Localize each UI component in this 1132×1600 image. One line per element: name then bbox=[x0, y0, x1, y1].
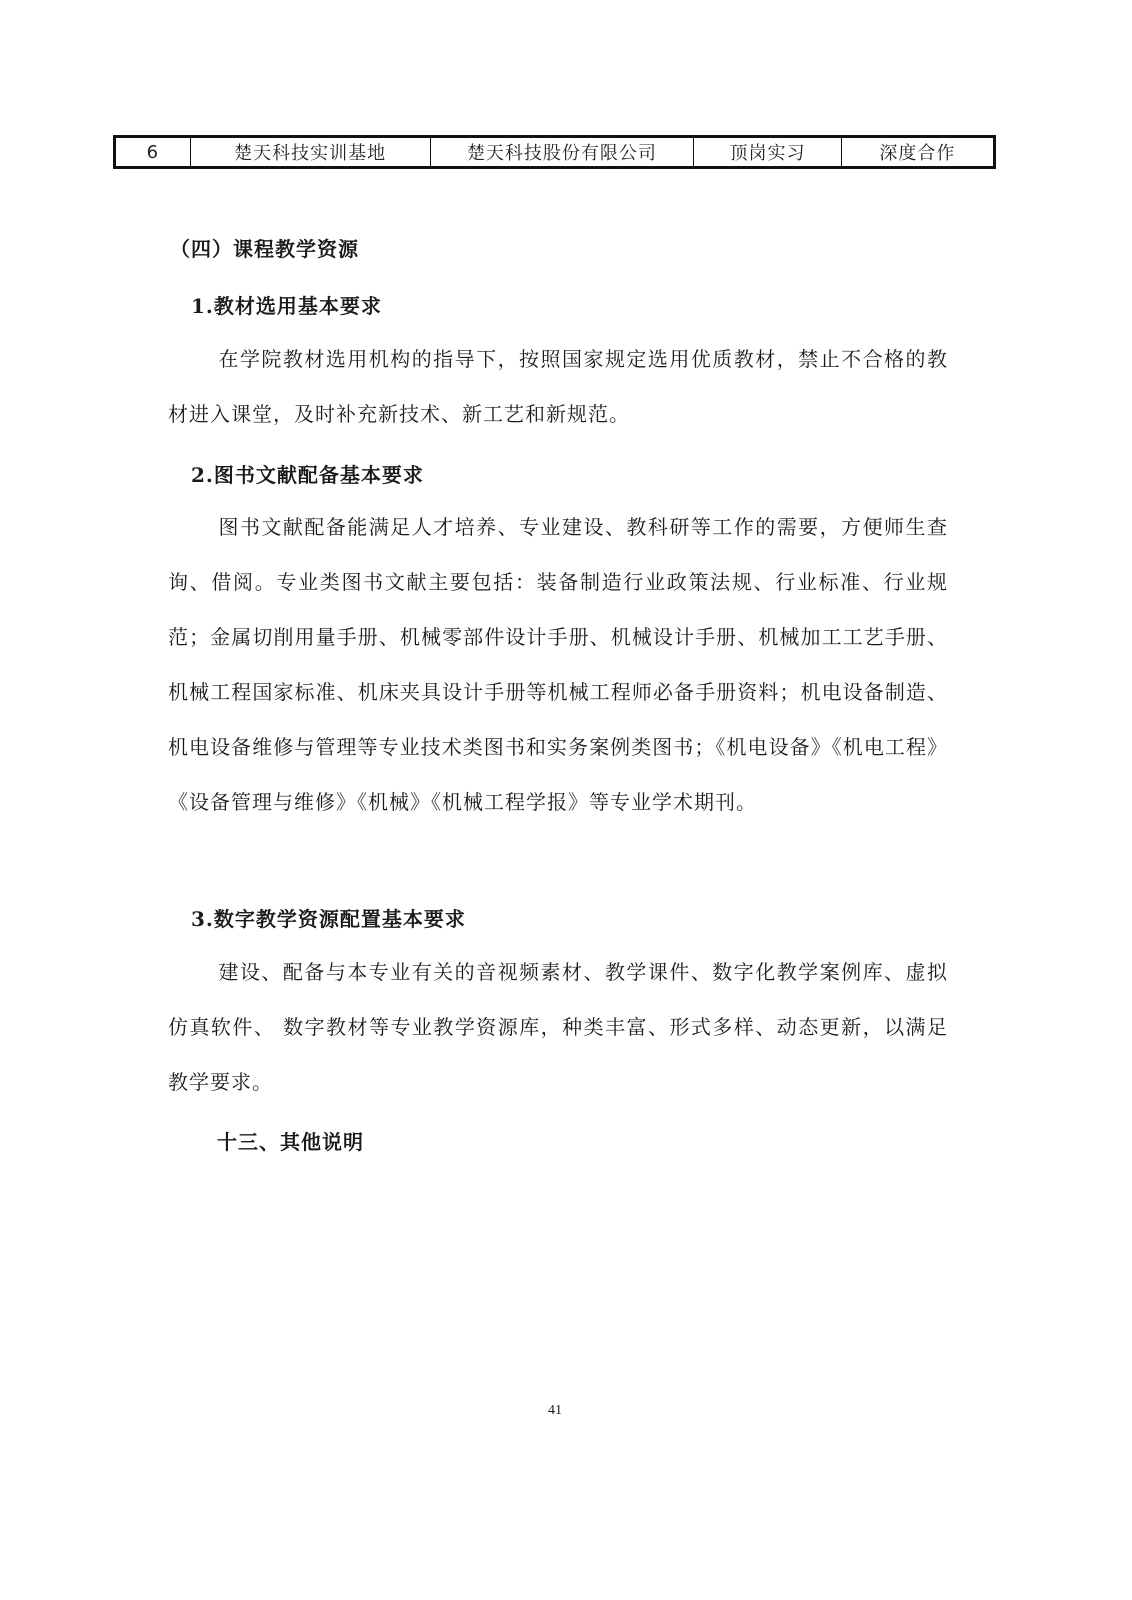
section-heading: （四）课程教学资源 bbox=[170, 237, 359, 261]
paragraph-library bbox=[168, 500, 948, 830]
paragraph-digital bbox=[168, 945, 948, 1110]
row-number-cell: 6 bbox=[115, 137, 191, 168]
training-base-table bbox=[113, 135, 996, 169]
paragraph-text: 图书文献配备能满足人才培养、专业建设、教科研等工作的需要，方便师生查询、借阅。专业类图书文献主要包括：装备制造行业政策法规、行业标准、行业规范；金属切削用量手册、机械零部件设计手册、机械设计手册、机械加工工艺手册、机械工程国家标准、机床夹具设计手册等机械工程师必备手册资料；机电设备制造、机电设备维修与管理等专业技术类图书和实务案例类图书；《机电设备》《机电工程》《设备管理与维修》《机械》《机械工程学报》等专业学术期刊。 bbox=[168, 515, 948, 814]
subsection-title-library: 2.图书文献配备基本要求 bbox=[191, 463, 424, 487]
company-cell: 楚天科技股份有限公司 bbox=[430, 137, 694, 168]
paragraph-text: 在学院教材选用机构的指导下，按照国家规定选用优质教材，禁止不合格的教材进入课堂，及时补充新技术、新工艺和新规范。 bbox=[168, 347, 948, 426]
subsection-title-digital: 3.数字教学资源配置基本要求 bbox=[191, 907, 466, 931]
base-name-cell: 楚天科技实训基地 bbox=[190, 137, 430, 168]
function-cell: 顶岗实习 bbox=[694, 137, 841, 168]
page-number: 41 bbox=[548, 1403, 562, 1418]
paragraph-textbooks bbox=[168, 332, 948, 442]
subsection-title-textbooks: 1.教材选用基本要求 bbox=[191, 294, 382, 318]
paragraph-text: 建设、配备与本专业有关的音视频素材、教学课件、数字化教学案例库、虚拟仿真软件、 数字教材等专业教学资源库，种类丰富、形式多样、动态更新，以满足教学要求。 bbox=[168, 960, 948, 1094]
cooperation-cell: 深度合作 bbox=[841, 137, 994, 168]
chapter-heading: 十三、其他说明 bbox=[217, 1130, 364, 1154]
table-row bbox=[115, 137, 995, 168]
